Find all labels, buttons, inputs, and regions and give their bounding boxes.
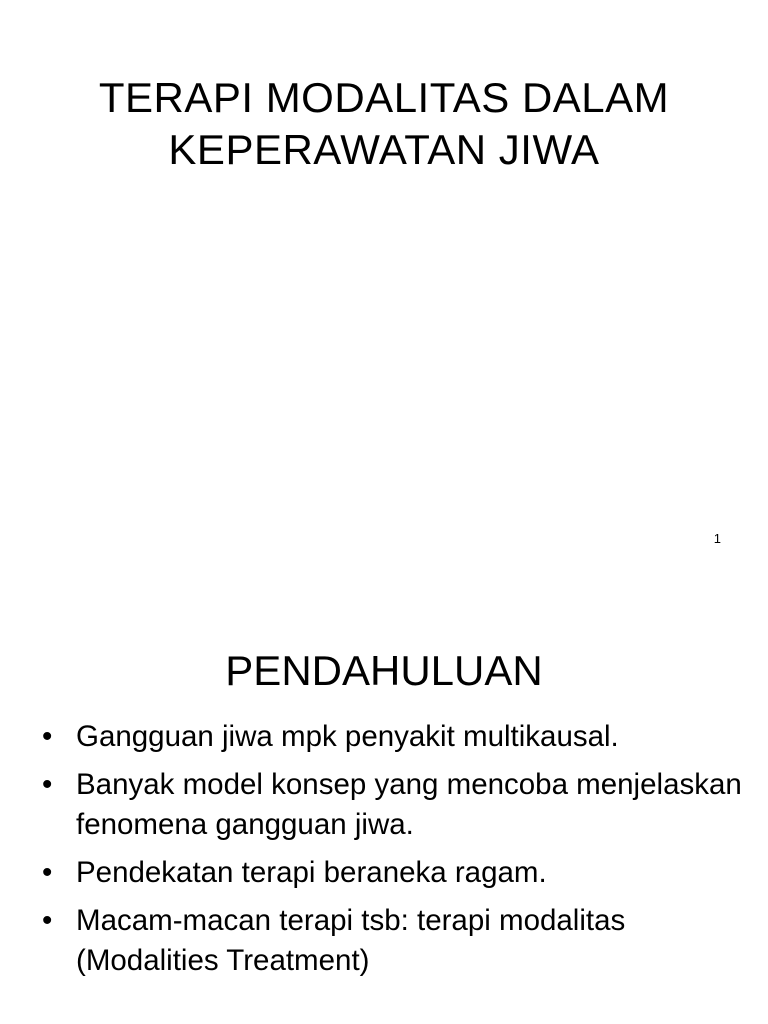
- content-slide: [0, 560, 768, 1024]
- list-item: [42, 717, 742, 757]
- slide-title-line-2: KEPERAWATAN JIWA: [168, 126, 600, 173]
- bullet-text: Gangguan jiwa mpk penyakit multikausal.: [76, 720, 619, 753]
- page-number: 1: [713, 531, 721, 546]
- bullet-icon: •: [42, 720, 53, 753]
- slide-title-line-1: TERAPI MODALITAS DALAM: [98, 74, 670, 121]
- bullet-icon: •: [42, 904, 53, 937]
- slide-title: [0, 72, 768, 176]
- list-item: [42, 853, 742, 893]
- section-title: PENDAHULUAN: [225, 647, 543, 694]
- bullet-list: [42, 717, 742, 989]
- bullet-text: Pendekatan terapi beraneka ragam.: [76, 856, 547, 889]
- list-item: [42, 765, 742, 845]
- bullet-icon: •: [42, 856, 53, 889]
- bullet-text: Macam-macan terapi tsb: terapi modalitas (Modalities Treatment): [76, 904, 626, 977]
- bullet-text: Banyak model konsep yang mencoba menjelaskan fenomena gangguan jiwa.: [76, 768, 742, 841]
- bullet-icon: •: [42, 768, 53, 801]
- list-item: [42, 901, 742, 981]
